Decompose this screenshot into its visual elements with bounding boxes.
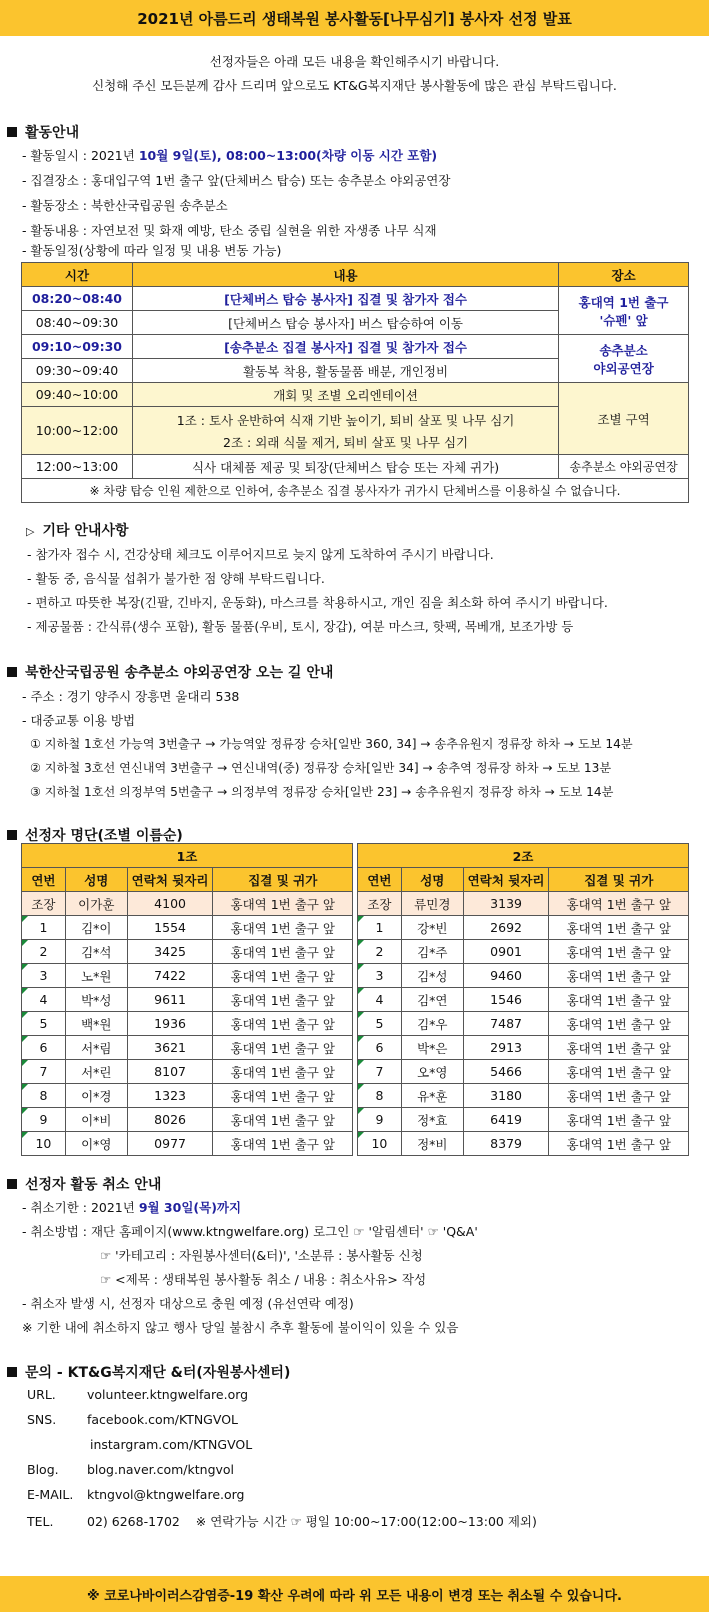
roster-number: 3 [22, 964, 66, 988]
roster-phone-suffix: 9460 [463, 964, 549, 988]
schedule-time: 09:40~10:00 [22, 383, 133, 407]
intro-line-2: 신청해 주신 모든분께 감사 드리며 앞으로도 KT&G복지재단 봉사활동에 많은 관심 부탁드립니다. [92, 78, 617, 93]
roster-col-header: 집결 및 귀가 [213, 868, 353, 892]
activity-line: - 활동내용 : 자연보전 및 화재 예방, 탄소 중립 실현을 위한 자생종 나무 식재 [22, 223, 437, 238]
activity-line: - 활동장소 : 북한산국립공원 송추분소 [22, 198, 228, 213]
roster-meeting-place: 홍대역 1번 출구 앞 [549, 1132, 689, 1156]
other-line: - 활동 중, 음식물 섭취가 불가한 점 양해 부탁드립니다. [27, 571, 325, 586]
roster-meeting-place: 홍대역 1번 출구 앞 [549, 940, 689, 964]
roster-number: 5 [22, 1012, 66, 1036]
activity-line: - 활동일정(상황에 따라 일정 및 내용 변동 가능) [22, 243, 282, 258]
schedule-place-group: 조별 구역 [559, 383, 689, 455]
roster-number: 4 [22, 988, 66, 1012]
roster-phone-suffix: 3621 [127, 1036, 213, 1060]
roster-meeting-place: 홍대역 1번 출구 앞 [549, 988, 689, 1012]
activity-line: - 집결장소 : 홍대입구역 1번 출구 앞(단체버스 탑승) 또는 송추분소 야외공연장 [22, 173, 451, 188]
roster-number: 4 [358, 988, 402, 1012]
roster-row [22, 916, 353, 940]
cancel-line: ※ 기한 내에 취소하지 않고 행사 당일 불참시 추후 활동에 불이익이 있을 수 있음 [22, 1320, 459, 1335]
roster-number: 9 [22, 1108, 66, 1132]
roster-name: 이가훈 [65, 892, 127, 916]
roster-meeting-place: 홍대역 1번 출구 앞 [549, 1012, 689, 1036]
roster-row [358, 1060, 689, 1084]
roster-number: 6 [22, 1036, 66, 1060]
roster-meeting-place: 홍대역 1번 출구 앞 [213, 964, 353, 988]
schedule-content: 2조 : 외래 식물 제거, 퇴비 살포 및 나무 심기 [132, 431, 558, 455]
roster-meeting-place: 홍대역 1번 출구 앞 [213, 1060, 353, 1084]
roster-name: 김*주 [401, 940, 463, 964]
cancel-method-step: ☞ '카테고리 : 자원봉사센터(&터)', '소분류 : 봉사활동 신청 [100, 1248, 423, 1263]
roster-number: 8 [22, 1084, 66, 1108]
roster-meeting-place: 홍대역 1번 출구 앞 [213, 1012, 353, 1036]
roster-number: 7 [22, 1060, 66, 1084]
roster-meeting-place: 홍대역 1번 출구 앞 [549, 892, 689, 916]
roster-name: 오*영 [401, 1060, 463, 1084]
roster-row [22, 940, 353, 964]
contact-tel: TEL. 02) 6268-1702 ※ 연락가능 시간 ☞ 평일 10:00~17:00(12:00~13:00 제외) [27, 1514, 537, 1529]
roster-row [22, 988, 353, 1012]
schedule-time: 12:00~13:00 [22, 455, 133, 479]
roster-row [22, 1060, 353, 1084]
roster-name: 이*비 [65, 1108, 127, 1132]
directions-line: - 주소 : 경기 양주시 장흥면 울대리 538 [22, 689, 240, 704]
roster-phone-suffix: 9611 [127, 988, 213, 1012]
roster-col-header: 연번 [22, 868, 66, 892]
roster-table-group-2 [357, 843, 689, 1156]
square-bullet-icon [7, 830, 17, 840]
roster-table-group-1 [21, 843, 353, 1156]
activity-date: - 활동일시 : 2021년 10월 9일(토), 08:00~13:00(차량 이동 시간 포함) [22, 148, 438, 163]
intro-line-1: 선정자들은 아래 모든 내용을 확인해주시기 바랍니다. [209, 54, 500, 69]
roster-row [22, 1108, 353, 1132]
roster-meeting-place: 홍대역 1번 출구 앞 [213, 1084, 353, 1108]
schedule-time: 09:30~09:40 [22, 359, 133, 383]
roster-phone-suffix: 8379 [463, 1132, 549, 1156]
roster-number: 7 [358, 1060, 402, 1084]
roster-row [358, 1132, 689, 1156]
roster-name: 서*린 [65, 1060, 127, 1084]
roster-number: 1 [358, 916, 402, 940]
roster-name: 김*석 [65, 940, 127, 964]
roster-col-header: 연번 [358, 868, 402, 892]
roster-meeting-place: 홍대역 1번 출구 앞 [213, 1036, 353, 1060]
schedule-header: 시간 [22, 263, 133, 287]
square-bullet-icon [7, 1367, 17, 1377]
roster-phone-suffix: 0977 [127, 1132, 213, 1156]
schedule-content: [단체버스 탑승 봉사자] 버스 탑승하여 이동 [132, 311, 558, 335]
schedule-header: 장소 [559, 263, 689, 287]
roster-row [358, 1036, 689, 1060]
roster-name: 이*영 [65, 1132, 127, 1156]
section-heading-cancel: 선정자 활동 취소 안내 [7, 1174, 161, 1194]
roster-name: 유*훈 [401, 1084, 463, 1108]
roster-name: 서*림 [65, 1036, 127, 1060]
other-line: - 제공물품 : 간식류(생수 포함), 활동 물품(우비, 토시, 장갑), 여분 마스크, 핫팩, 목베개, 보조가방 등 [27, 619, 574, 634]
roster-name: 김*성 [401, 964, 463, 988]
schedule-content: 1조 : 토사 운반하여 식재 기반 높이기, 퇴비 살포 및 나무 심기 [132, 407, 558, 431]
roster-number: 1 [22, 916, 66, 940]
roster-meeting-place: 홍대역 1번 출구 앞 [549, 1060, 689, 1084]
roster-phone-suffix: 1554 [127, 916, 213, 940]
roster-row [358, 940, 689, 964]
schedule-place-final: 송추분소 야외공연장 [559, 455, 689, 479]
roster-meeting-place: 홍대역 1번 출구 앞 [213, 1132, 353, 1156]
roster-phone-suffix: 4100 [127, 892, 213, 916]
roster-col-header: 연락처 뒷자리 [127, 868, 213, 892]
section-heading-other: ▷ 기타 안내사항 [26, 523, 129, 539]
triangle-bullet-icon: ▷ [26, 525, 35, 538]
contact-url: URL. volunteer.ktngwelfare.org [27, 1387, 249, 1402]
cancel-method-step: ☞ <제목 : 생태복원 봉사활동 취소 / 내용 : 취소사유> 작성 [100, 1272, 427, 1287]
roster-meeting-place: 홍대역 1번 출구 앞 [213, 988, 353, 1012]
directions-route: ③ 지하철 1호선 의정부역 5번출구 → 의정부역 정류장 승차[일반 23] → 송추유원지 정류장 하차 → 도보 14분 [30, 785, 614, 799]
roster-number: 10 [358, 1132, 402, 1156]
contact-sns-2: instargram.com/KTNGVOL [90, 1437, 253, 1452]
roster-row [358, 1108, 689, 1132]
roster-phone-suffix: 5466 [463, 1060, 549, 1084]
section-heading-activity: 활동안내 [7, 122, 79, 142]
roster-meeting-place: 홍대역 1번 출구 앞 [549, 964, 689, 988]
roster-phone-suffix: 3139 [463, 892, 549, 916]
schedule-content: [송추분소 집결 봉사자] 집결 및 참가자 접수 [132, 335, 558, 359]
roster-row [358, 988, 689, 1012]
roster-group-title: 2조 [358, 844, 689, 868]
roster-row [358, 964, 689, 988]
roster-name: 김*연 [401, 988, 463, 1012]
footer-notice-banner [0, 1576, 709, 1612]
schedule-place-songchu: 송추분소 야외공연장 [559, 335, 689, 383]
schedule-table [21, 262, 689, 503]
contact-sns: SNS. facebook.com/KTNGVOL [27, 1412, 239, 1427]
schedule-content: [단체버스 탑승 봉사자] 집결 및 참가자 접수 [132, 287, 558, 311]
roster-number: 6 [358, 1036, 402, 1060]
roster-name: 박*성 [65, 988, 127, 1012]
roster-row [358, 916, 689, 940]
directions-route: ② 지하철 3호선 연신내역 3번출구 → 연신내역(중) 정류장 승차[일반 34] → 송추역 정류장 하차 → 도보 13분 [30, 761, 612, 775]
roster-number: 5 [358, 1012, 402, 1036]
directions-line: - 대중교통 이용 방법 [22, 713, 136, 728]
schedule-content: 활동복 착용, 활동물품 배분, 개인정비 [132, 359, 558, 383]
roster-phone-suffix: 8026 [127, 1108, 213, 1132]
roster-phone-suffix: 6419 [463, 1108, 549, 1132]
roster-row [22, 892, 353, 916]
other-line: - 참가자 접수 시, 건강상태 체크도 이루어지므로 늦지 않게 도착하여 주시기 바랍니다. [27, 547, 494, 562]
roster-name: 박*은 [401, 1036, 463, 1060]
roster-number: 조장 [22, 892, 66, 916]
roster-row [22, 1036, 353, 1060]
page-title: 2021년 아름드리 생태복원 봉사활동[나무심기] 봉사자 선정 발표 [137, 9, 572, 28]
roster-phone-suffix: 3180 [463, 1084, 549, 1108]
roster-meeting-place: 홍대역 1번 출구 앞 [213, 1108, 353, 1132]
schedule-content: 식사 대체품 제공 및 퇴장(단체버스 탑승 또는 자체 귀가) [132, 455, 558, 479]
schedule-time: 08:20~08:40 [22, 287, 133, 311]
roster-name: 백*원 [65, 1012, 127, 1036]
roster-meeting-place: 홍대역 1번 출구 앞 [549, 1084, 689, 1108]
roster-phone-suffix: 7422 [127, 964, 213, 988]
other-line: - 편하고 따뜻한 복장(긴팔, 긴바지, 운동화), 마스크를 착용하시고, 개인 짐을 최소화 하여 주시기 바랍니다. [27, 595, 608, 610]
directions-route: ① 지하철 1호선 가능역 3번출구 → 가능역앞 정류장 승차[일반 360, 34] → 송추유원지 정류장 하차 → 도보 14분 [30, 737, 633, 751]
roster-name: 강*빈 [401, 916, 463, 940]
section-heading-contact: 문의 - KT&G복지재단 &터(자원봉사센터) [7, 1362, 290, 1382]
roster-phone-suffix: 8107 [127, 1060, 213, 1084]
square-bullet-icon [7, 127, 17, 137]
roster-name: 이*경 [65, 1084, 127, 1108]
roster-number: 3 [358, 964, 402, 988]
roster-phone-suffix: 2913 [463, 1036, 549, 1060]
cancel-deadline: - 취소기한 : 2021년 9월 30일(목)까지 [22, 1200, 242, 1215]
roster-col-header: 연락처 뒷자리 [463, 868, 549, 892]
roster-row [358, 1084, 689, 1108]
roster-meeting-place: 홍대역 1번 출구 앞 [213, 892, 353, 916]
roster-number: 2 [358, 940, 402, 964]
roster-col-header: 성명 [65, 868, 127, 892]
schedule-note: ※ 차량 탑승 인원 제한으로 인하여, 송추분소 집결 봉사자가 귀가시 단체버스를 이용하실 수 없습니다. [22, 479, 689, 503]
square-bullet-icon [7, 1179, 17, 1189]
roster-number: 8 [358, 1084, 402, 1108]
roster-phone-suffix: 0901 [463, 940, 549, 964]
roster-phone-suffix: 7487 [463, 1012, 549, 1036]
roster-row [22, 1084, 353, 1108]
contact-email: E-MAIL. ktngvol@ktngwelfare.org [27, 1487, 245, 1502]
roster-phone-suffix: 3425 [127, 940, 213, 964]
roster-number: 조장 [358, 892, 402, 916]
cancel-method: - 취소방법 : 재단 홈페이지(www.ktngwelfare.org) 로그인 ☞ '알림센터' ☞ 'Q&A' [22, 1224, 478, 1239]
roster-number: 2 [22, 940, 66, 964]
roster-row [22, 1132, 353, 1156]
section-heading-roster: 선정자 명단(조별 이름순) [7, 825, 183, 845]
schedule-place-hongdae: 홍대역 1번 출구 '슈펜' 앞 [559, 287, 689, 335]
schedule-time: 08:40~09:30 [22, 311, 133, 335]
roster-phone-suffix: 1546 [463, 988, 549, 1012]
roster-phone-suffix: 2692 [463, 916, 549, 940]
roster-meeting-place: 홍대역 1번 출구 앞 [213, 940, 353, 964]
roster-row [22, 1012, 353, 1036]
roster-meeting-place: 홍대역 1번 출구 앞 [213, 916, 353, 940]
schedule-time: 09:10~09:30 [22, 335, 133, 359]
roster-name: 류민경 [401, 892, 463, 916]
contact-blog: Blog. blog.naver.com/ktngvol [27, 1462, 235, 1477]
section-heading-directions: 북한산국립공원 송추분소 야외공연장 오는 길 안내 [7, 662, 333, 682]
roster-row [358, 1012, 689, 1036]
square-bullet-icon [7, 667, 17, 677]
schedule-header: 내용 [132, 263, 558, 287]
roster-name: 정*비 [401, 1132, 463, 1156]
roster-col-header: 집결 및 귀가 [549, 868, 689, 892]
page-title-banner [0, 0, 709, 36]
roster-meeting-place: 홍대역 1번 출구 앞 [549, 1036, 689, 1060]
schedule-time: 10:00~12:00 [22, 407, 133, 455]
roster-group-title: 1조 [22, 844, 353, 868]
roster-name: 김*이 [65, 916, 127, 940]
roster-col-header: 성명 [401, 868, 463, 892]
roster-row [358, 892, 689, 916]
roster-number: 10 [22, 1132, 66, 1156]
roster-phone-suffix: 1936 [127, 1012, 213, 1036]
roster-meeting-place: 홍대역 1번 출구 앞 [549, 916, 689, 940]
schedule-content: 개회 및 조별 오리엔테이션 [132, 383, 558, 407]
roster-meeting-place: 홍대역 1번 출구 앞 [549, 1108, 689, 1132]
roster-name: 노*원 [65, 964, 127, 988]
cancel-line: - 취소자 발생 시, 선정자 대상으로 충원 예정 (유선연락 예정) [22, 1296, 354, 1311]
roster-number: 9 [358, 1108, 402, 1132]
footer-notice: ※ 코로나바이러스감염증-19 확산 우려에 따라 위 모든 내용이 변경 또는 취소될 수 있습니다. [87, 1588, 622, 1604]
roster-phone-suffix: 1323 [127, 1084, 213, 1108]
roster-row [22, 964, 353, 988]
roster-name: 김*우 [401, 1012, 463, 1036]
roster-name: 정*효 [401, 1108, 463, 1132]
